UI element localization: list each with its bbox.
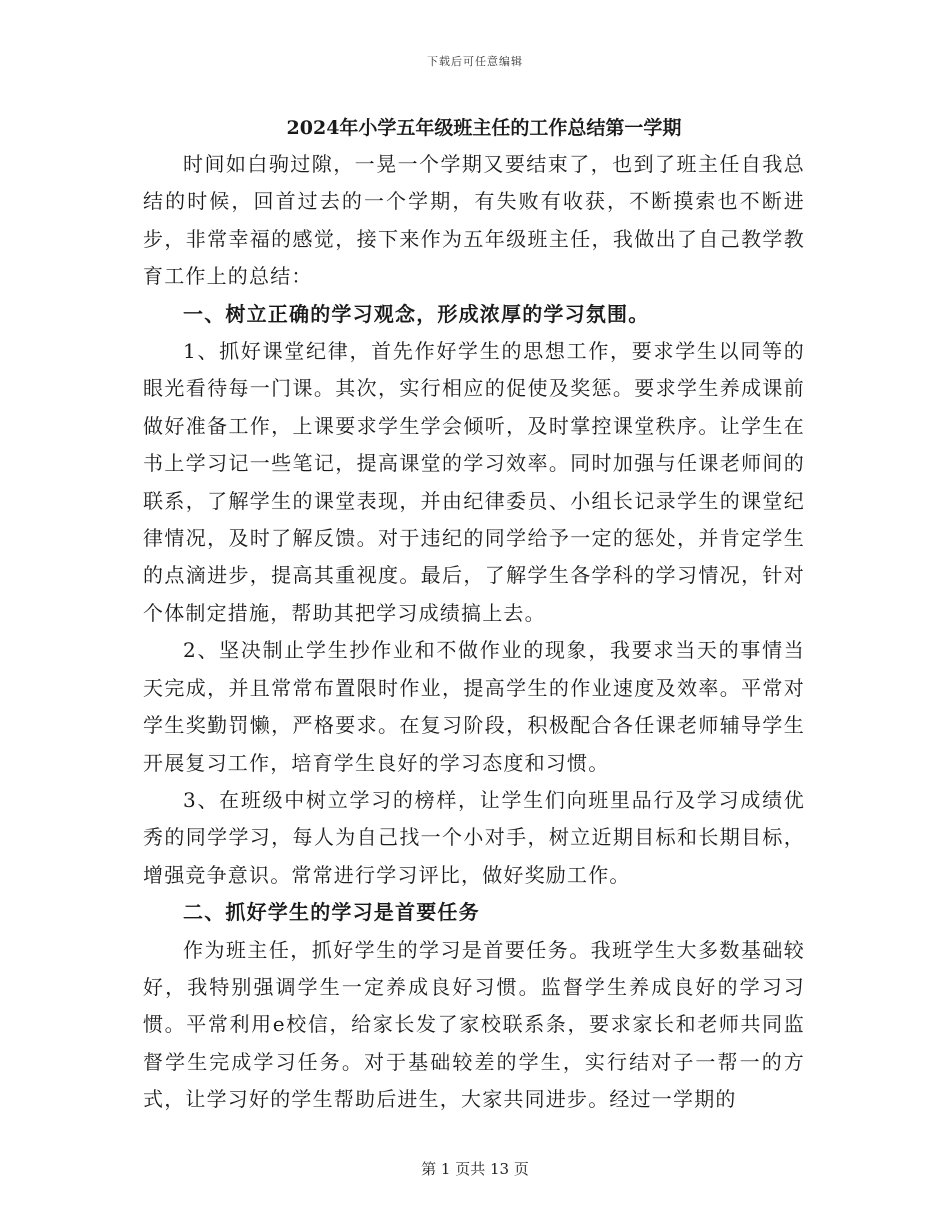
section1-heading: 一、树立正确的学习观念，形成浓厚的学习氛围。 xyxy=(183,301,650,326)
section1-item-2: 2、坚决制止学生抄作业和不做作业的现象，我要求当天的事情当天完成，并且常常布置限时作业，提高学生的作业速度及效率。平常对学生奖勤罚懒，严格要求。在复习阶段，积极配合各任课老师辅导学生开展复习工作，培育学生良好的学习态度和习惯。 xyxy=(143,638,805,775)
section1-item-1: 1、抓好课堂纪律，首先作好学生的思想工作，要求学生以同等的眼光看待每一门课。其次，实行相应的促使及奖惩。要求学生养成课前做好准备工作，上课要求学生学会倾听，及时掌控课堂秩序。让学生在书上学习记一些笔记，提高课堂的学习效率。同时加强与任课老师间的联系，了解学生的课堂表现，并由纪律委员、小组长记录学生的课堂纪律情况，及时了解反馈。对于违纪的同学给予一定的惩处，并肯定学生的点滴进步，提高其重视度。最后，了解学生各学科的学习情况，针对个体制定措施，帮助其把学习成绩搞上去。 xyxy=(143,339,805,625)
section2-paragraph: 作为班主任，抓好学生的学习是首要任务。我班学生大多数基础较好，我特别强调学生一定养成良好习惯。监督学生养成良好的学习习惯。平常利用e校信，给家长发了家校联系条，要求家长和老师共同监督学生完成学习任务。对于基础较差的学生，实行结对子一帮一的方式，让学习好的学生帮助后进生，大家共同进步。经过一学期的 xyxy=(143,937,805,1112)
document-body xyxy=(143,112,805,1119)
intro-paragraph: 时间如白驹过隙，一晃一个学期又要结束了，也到了班主任自我总结的时候，回首过去的一个学期，有失败有收获，不断摸索也不断进步，非常幸福的感觉，接下来作为五年级班主任，我做出了自己教学教育工作上的总结： xyxy=(143,152,805,289)
document-title: 2024年小学五年级班主任的工作总结第一学期 xyxy=(286,117,682,139)
header-note: 下载后可任意编辑 xyxy=(427,55,523,68)
page-number-footer: 第 1 页共 13 页 xyxy=(421,1160,529,1178)
section2-heading: 二、抓好学生的学习是首要任务 xyxy=(183,900,480,925)
section1-item-3: 3、在班级中树立学习的榜样，让学生们向班里品行及学习成绩优秀的同学学习，每人为自己找一个小对手，树立近期目标和长期目标，增强竞争意识。常常进行学习评比，做好奖励工作。 xyxy=(143,787,805,887)
